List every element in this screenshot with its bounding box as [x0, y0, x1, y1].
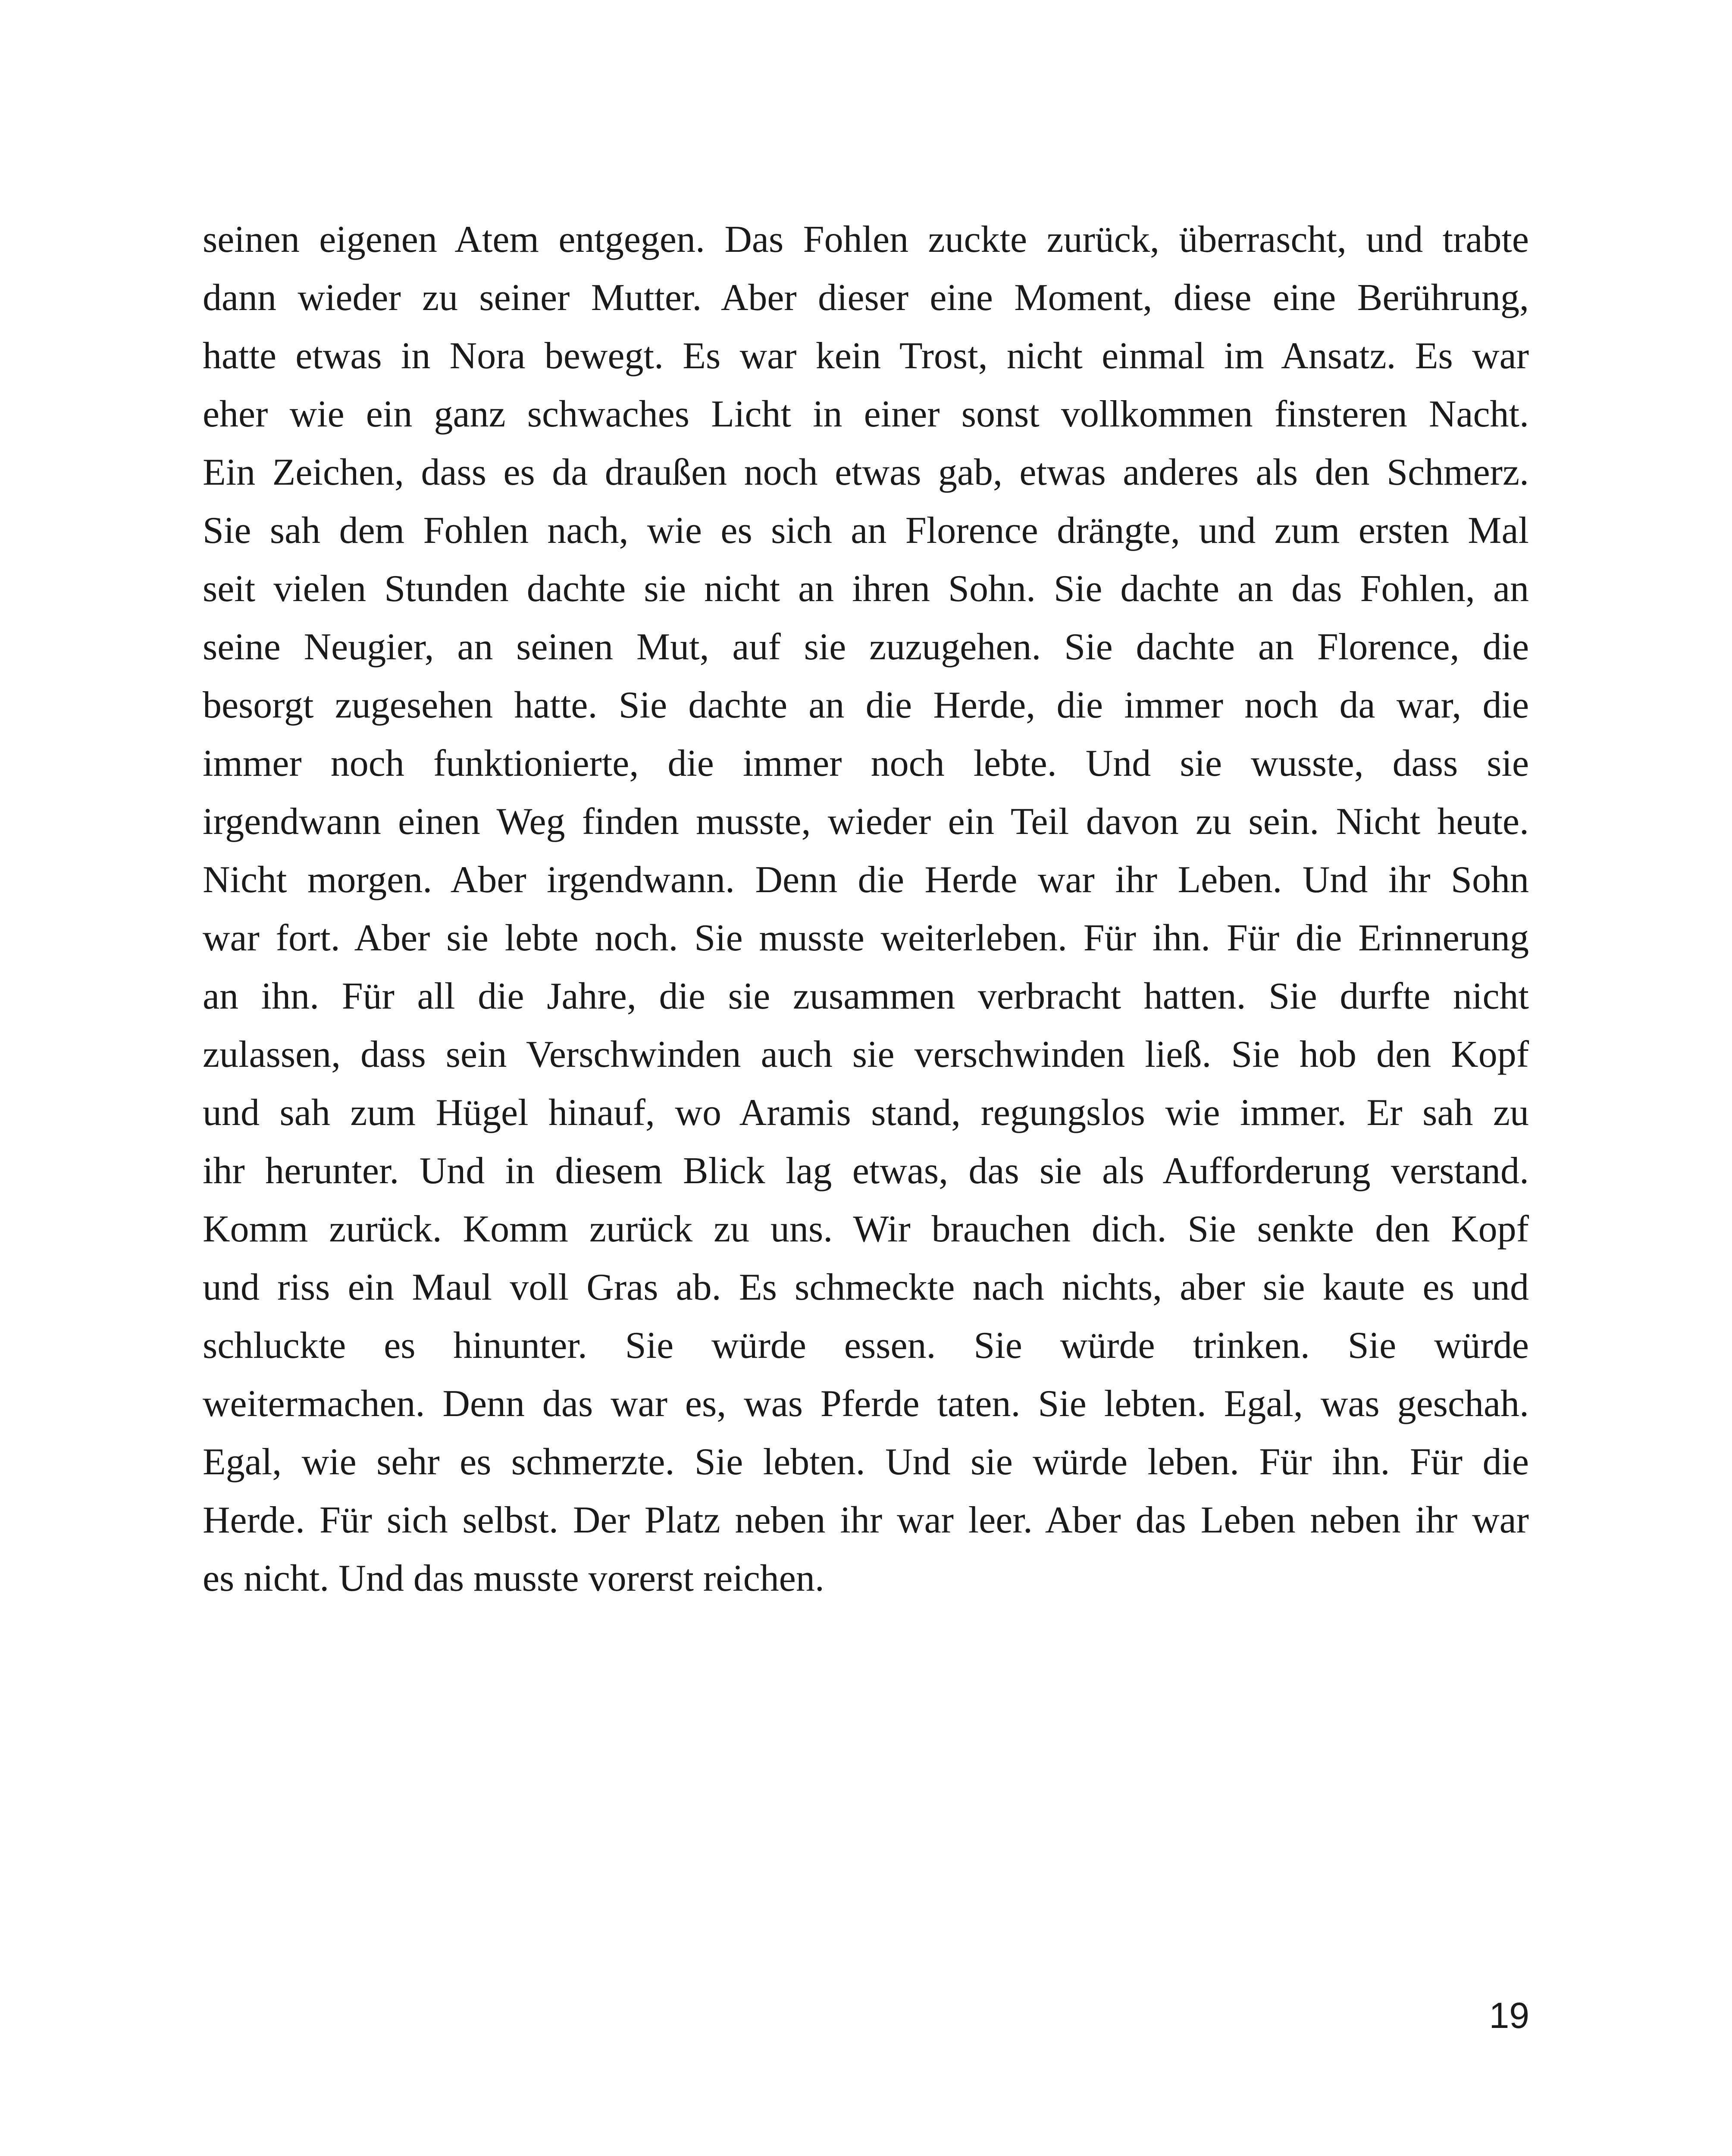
text-line: immer noch funktionierte, die immer noch lebte. Und sie wusste, dass sie [203, 743, 1529, 784]
text-line: Komm zurück. Komm zurück zu uns. Wir brauchen dich. Sie senkte den Kopf [203, 1208, 1529, 1250]
text-line: ihr herunter. Und in diesem Blick lag etwas, das sie als Aufforderung verstand. [203, 1150, 1529, 1192]
text-line: seit vielen Stunden dachte sie nicht an ihren Sohn. Sie dachte an das Fohlen, an [203, 568, 1529, 610]
text-line: besorgt zugesehen hatte. Sie dachte an die Herde, die immer noch da war, die [203, 684, 1529, 726]
text-line: Sie sah dem Fohlen nach, wie es sich an Florence drängte, und zum ersten Mal [203, 510, 1529, 552]
page-number: 19 [1489, 1995, 1529, 2036]
text-line: war fort. Aber sie lebte noch. Sie musste weiterleben. Für ihn. Für die Erinnerung [203, 917, 1529, 959]
text-line: dann wieder zu seiner Mutter. Aber dieser eine Moment, diese eine Berührung, [203, 277, 1529, 319]
text-line: zulassen, dass sein Verschwinden auch sie verschwinden ließ. Sie hob den Kopf [203, 1034, 1529, 1075]
text-line: seinen eigenen Atem entgegen. Das Fohlen zuckte zurück, überrascht, und trabte [203, 219, 1529, 260]
body-text [203, 210, 1529, 1608]
text-line: und sah zum Hügel hinauf, wo Aramis stand, regungslos wie immer. Er sah zu [203, 1092, 1529, 1134]
text-line: schluckte es hinunter. Sie würde essen. Sie würde trinken. Sie würde [203, 1325, 1529, 1366]
text-line: an ihn. Für all die Jahre, die sie zusammen verbracht hatten. Sie durfte nicht [203, 975, 1529, 1017]
text-line: und riss ein Maul voll Gras ab. Es schmeckte nach nichts, aber sie kaute es und [203, 1266, 1529, 1308]
text-line: irgendwann einen Weg finden musste, wieder ein Teil davon zu sein. Nicht heute. [203, 801, 1529, 843]
text-line: Ein Zeichen, dass es da draußen noch etwas gab, etwas anderes als den Schmerz. [203, 451, 1529, 493]
text-line: Nicht morgen. Aber irgendwann. Denn die Herde war ihr Leben. Und ihr Sohn [203, 859, 1529, 901]
text-line: Herde. Für sich selbst. Der Platz neben ihr war leer. Aber das Leben neben ihr war [203, 1499, 1529, 1541]
text-line: es nicht. Und das musste vorerst reichen. [203, 1557, 824, 1599]
text-line: eher wie ein ganz schwaches Licht in einer sonst vollkommen finsteren Nacht. [203, 393, 1529, 435]
text-line: weitermachen. Denn das war es, was Pferde taten. Sie lebten. Egal, was geschah. [203, 1383, 1529, 1425]
text-line: hatte etwas in Nora bewegt. Es war kein Trost, nicht einmal im Ansatz. Es war [203, 335, 1529, 377]
text-line: seine Neugier, an seinen Mut, auf sie zuzugehen. Sie dachte an Florence, die [203, 626, 1529, 668]
text-line: Egal, wie sehr es schmerzte. Sie lebten. Und sie würde leben. Für ihn. Für die [203, 1441, 1529, 1483]
